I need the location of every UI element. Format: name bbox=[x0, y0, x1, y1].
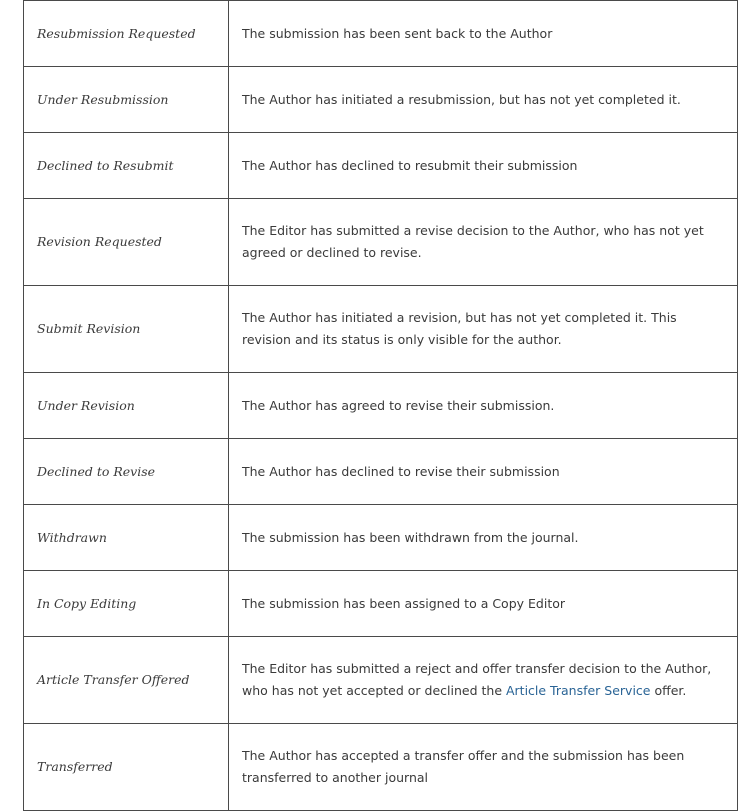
table-row bbox=[24, 439, 738, 505]
status-cell: Transferred bbox=[24, 724, 229, 811]
table-row bbox=[24, 571, 738, 637]
table-row bbox=[24, 286, 738, 373]
table-row bbox=[24, 373, 738, 439]
submission-status-table bbox=[23, 0, 738, 811]
status-cell: Under Revision bbox=[24, 373, 229, 439]
description-cell: The submission has been sent back to the Author bbox=[229, 1, 738, 67]
table-row bbox=[24, 1, 738, 67]
description-cell: The Editor has submitted a revise decision to the Author, who has not yet agreed or declined to revise. bbox=[229, 199, 738, 286]
description-cell: The Author has accepted a transfer offer and the submission has been transferred to another journal bbox=[229, 724, 738, 811]
status-cell: Withdrawn bbox=[24, 505, 229, 571]
table-row bbox=[24, 67, 738, 133]
status-cell: Submit Revision bbox=[24, 286, 229, 373]
status-cell: Resubmission Requested bbox=[24, 1, 229, 67]
table-row bbox=[24, 505, 738, 571]
table-row bbox=[24, 637, 738, 724]
status-cell: Declined to Revise bbox=[24, 439, 229, 505]
description-cell: The Author has declined to resubmit their submission bbox=[229, 133, 738, 199]
table-row bbox=[24, 133, 738, 199]
description-cell bbox=[229, 637, 738, 724]
status-cell: In Copy Editing bbox=[24, 571, 229, 637]
description-cell: The submission has been withdrawn from the journal. bbox=[229, 505, 738, 571]
description-cell: The Author has initiated a resubmission, but has not yet completed it. bbox=[229, 67, 738, 133]
status-cell: Revision Requested bbox=[24, 199, 229, 286]
table-row bbox=[24, 724, 738, 811]
article-transfer-service-link[interactable]: Article Transfer Service bbox=[505, 683, 651, 698]
description-cell: The submission has been assigned to a Copy Editor bbox=[229, 571, 738, 637]
status-cell: Under Resubmission bbox=[24, 67, 229, 133]
status-cell: Article Transfer Offered bbox=[24, 637, 229, 724]
description-text: offer. bbox=[650, 683, 687, 698]
description-cell: The Author has declined to revise their submission bbox=[229, 439, 738, 505]
table-row bbox=[24, 199, 738, 286]
description-cell: The Author has agreed to revise their submission. bbox=[229, 373, 738, 439]
description-cell: The Author has initiated a revision, but has not yet completed it. This revision and its status is only visible for the author. bbox=[229, 286, 738, 373]
status-cell: Declined to Resubmit bbox=[24, 133, 229, 199]
description-text: The Editor has submitted a reject and offer transfer decision to the Author, who has not yet accepted or declined the bbox=[242, 661, 712, 698]
